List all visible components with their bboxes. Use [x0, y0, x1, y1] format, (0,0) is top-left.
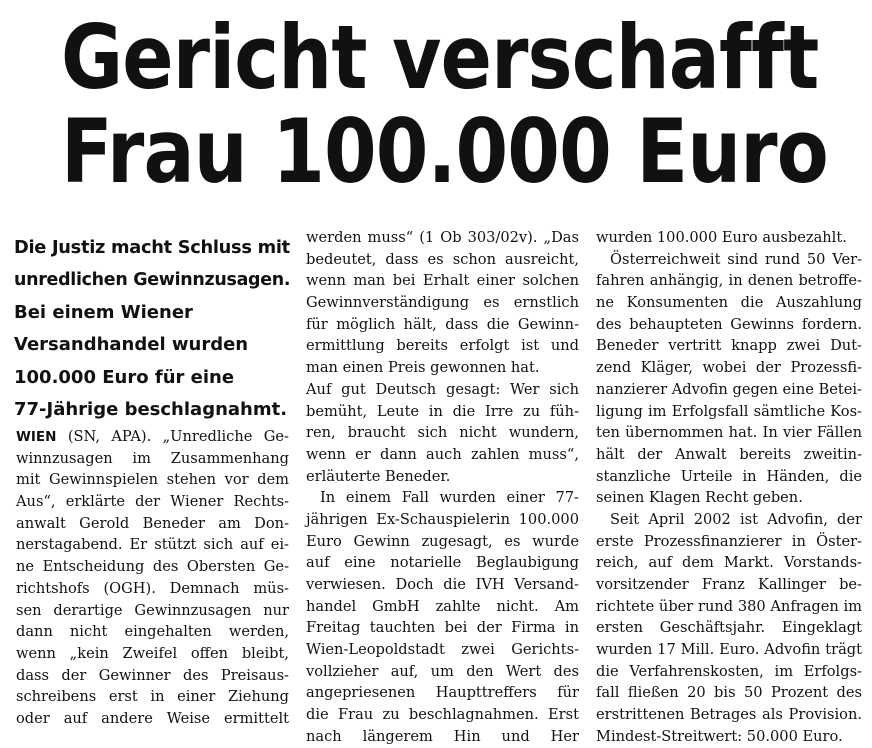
column-line: ne Entscheidung des Obersten Ge- — [16, 558, 289, 576]
column-line: fahren anhängig, in denen betroffe- — [596, 272, 862, 290]
lead-line: 77-Jährige beschlagnahmt. — [14, 399, 288, 421]
column-line: man einen Preis gewonnen hat. — [306, 359, 540, 377]
column-line: nerstagabend. Er stützt sich auf ei- — [16, 536, 289, 554]
column-line: Österreichweit sind rund 50 Ver- — [610, 250, 862, 268]
column-line: bemüht, Leute in die Irre zu füh- — [306, 402, 579, 420]
column-line: erstrittenen Betrages als Provision. — [596, 706, 862, 724]
column-line: angepriesenen Haupttreffers für — [306, 684, 579, 702]
column-line: wenn man bei Erhalt einer solchen — [306, 272, 579, 290]
column-line: anwalt Gerold Beneder am Don- — [16, 514, 289, 532]
column-line: richtete über rund 380 Anfragen im — [596, 597, 862, 615]
column-line: wurden 100.000 Euro ausbezahlt. — [596, 229, 847, 246]
lead-line: Versandhandel wurden — [14, 334, 249, 356]
column-line: oder auf andere Weise ermittelt — [16, 709, 289, 727]
column-line: winnzusagen im Zusammenhang — [16, 449, 289, 467]
column-line: wurden 17 Mill. Euro. Advofin trägt — [596, 641, 862, 659]
column-line: dass der Gewinner des Preisaus- — [16, 666, 289, 684]
dateline: WIEN — [16, 429, 57, 445]
column-line: Euro Gewinn zugesagt, es wurde — [306, 532, 579, 550]
lead-paragraph — [14, 232, 290, 426]
headline-line-1: Gericht verschafft — [61, 6, 819, 109]
column-line: ersten Geschäftsjahr. Eingeklagt — [596, 619, 862, 637]
column-line: In einem Fall wurden einer 77- — [320, 489, 579, 507]
column-line: die Frau zu beschlagnahmen. Erst — [306, 706, 579, 724]
column-line: verwiesen. Doch die IVH Versand- — [306, 576, 579, 593]
column-line: Wien-Leopoldstadt zwei Gerichts- — [306, 641, 579, 659]
column-line: sen derartige Gewinnzusagen nur — [16, 601, 289, 619]
column-line: werden muss“ (1 Ob 303/02v). „Das — [306, 229, 579, 246]
article-column-1 — [16, 426, 289, 730]
column-line: ten übernommen hat. In vier Fällen — [596, 424, 862, 442]
column-line: wenn er dann auch zahlen muss“, — [306, 445, 579, 463]
column-line: für möglich hält, dass die Gewinn- — [306, 315, 579, 333]
column-line: Aus“, erklärte der Wiener Rechts- — [16, 493, 289, 511]
column-line: dann nicht eingehalten werden, — [16, 623, 289, 641]
column-line: nanzierer Advofin gegen eine Betei- — [596, 380, 862, 398]
lead-line: unredlichen Gewinnzusagen. — [14, 269, 291, 291]
column-line: handel GmbH zahlte nicht. Am — [306, 597, 579, 615]
column-line: auf eine notarielle Beglaubigung — [306, 554, 579, 572]
column-line: nach längerem Hin und Her — [306, 727, 579, 745]
column-line: erläuterte Beneder. — [306, 467, 451, 485]
column-line: Mindest-Streitwert: 50.000 Euro. — [596, 727, 843, 745]
column-line: Seit April 2002 ist Advofin, der — [610, 510, 862, 528]
column-line: ren, braucht sich nicht wundern, — [306, 424, 579, 442]
column-line: bedeutet, dass es schon ausreicht, — [306, 250, 579, 268]
column-line: jährigen Ex-Schauspielerin 100.000 — [306, 510, 579, 528]
column-line: ne Konsumenten die Auszahlung — [596, 294, 862, 312]
column-line: schreibens erst in einer Ziehung — [16, 688, 289, 706]
column-line: erste Prozessfinanzierer in Öster- — [596, 532, 862, 550]
column-line: Auf gut Deutsch gesagt: Wer sich — [306, 380, 579, 398]
lead-line: Die Justiz macht Schluss mit — [14, 237, 290, 258]
lead-line: Bei einem Wiener — [14, 301, 193, 323]
column-line: vollzieher auf, um den Wert des — [306, 662, 579, 680]
column-line-text: (SN, APA). „Unredliche Ge- — [56, 428, 289, 445]
article-column-2 — [306, 227, 579, 748]
column-line: richtshofs (OGH). Demnach müs- — [16, 579, 289, 597]
column-line: fall fließen 20 bis 50 Prozent des — [596, 684, 862, 702]
column-line: des behaupteten Gewinns fordern. — [596, 315, 862, 333]
column-line: hält der Anwalt bereits zweitin- — [596, 445, 862, 463]
lead-line: 100.000 Euro für eine — [14, 366, 235, 388]
column-line: seinen Klagen Recht geben. — [596, 489, 803, 507]
article-column-3 — [596, 227, 862, 748]
column-line: wenn „kein Zweifel offen bleibt, — [16, 644, 289, 662]
column-line: vorsitzender Franz Kallinger be- — [596, 576, 862, 593]
headline-line-2: Frau 100.000 Euro — [61, 100, 828, 203]
column-line: ermittlung bereits erfolgt ist und — [306, 337, 579, 355]
column-line: die Verfahrenskosten, im Erfolgs- — [596, 662, 862, 680]
column-line: stanzliche Urteile in Händen, die — [596, 467, 862, 485]
column-line: reich, auf dem Markt. Vorstands- — [596, 554, 862, 572]
column-line: Beneder vertritt knapp zwei Dut- — [596, 337, 862, 355]
column-line: Freitag tauchten bei der Firma in — [306, 619, 579, 637]
column-line — [16, 426, 289, 448]
column-line: Gewinnverständigung es ernstlich — [306, 294, 579, 312]
column-line: mit Gewinnspielen stehen vor dem — [16, 471, 289, 489]
column-line: zend Kläger, wobei der Prozessfi- — [596, 359, 862, 377]
column-line: ligung im Erfolgsfall sämtliche Kos- — [596, 402, 862, 420]
